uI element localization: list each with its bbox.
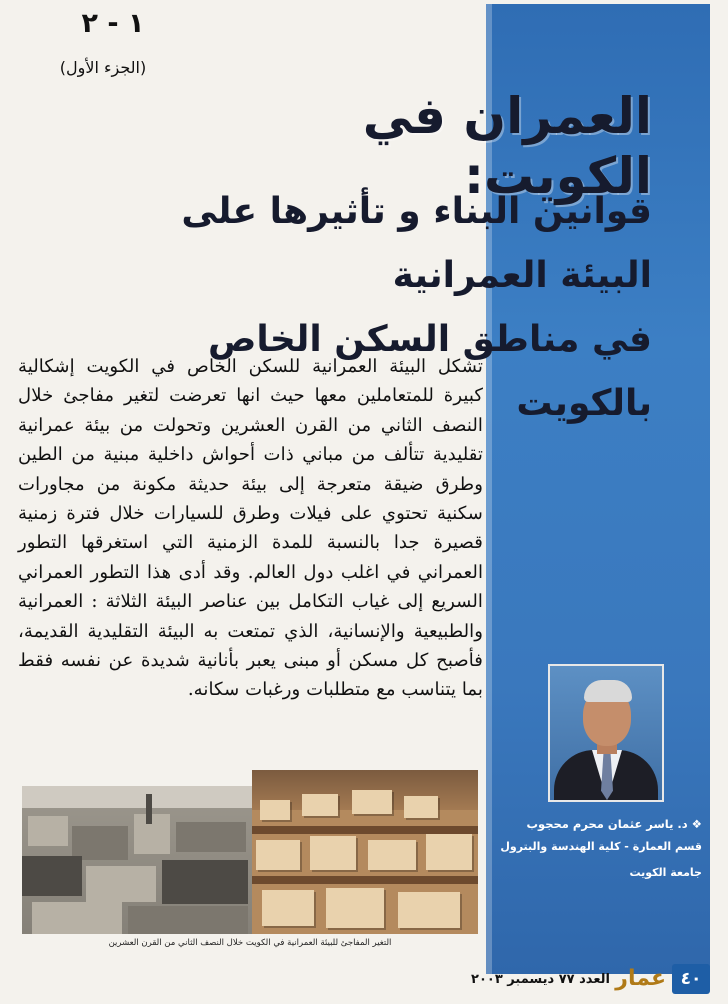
- issue-info: العدد ٧٧ ديسمبر ٢٠٠٣: [471, 972, 610, 987]
- photo-building: [128, 906, 248, 934]
- photo-building: [86, 866, 156, 902]
- author-block: [492, 814, 702, 886]
- modern-city-photo: [252, 770, 478, 934]
- part-label: (الجزء الأول): [59, 58, 147, 77]
- part-number: ١ - ٢: [81, 8, 145, 39]
- portrait-hair: [584, 680, 632, 702]
- photo-building: [22, 856, 82, 896]
- author-department: قسم العمارة - كلية الهندسة والبترول: [500, 840, 702, 853]
- author-name: ❖ د. ياسر عثمان محرم محجوب: [526, 817, 702, 831]
- photo-villa: [404, 796, 438, 818]
- photo-building: [134, 814, 170, 854]
- subtitle-line-2: في مناطق السكن الخاص بالكويت: [207, 319, 652, 424]
- photo-villa: [426, 834, 472, 870]
- photo-villa: [302, 794, 338, 816]
- photo-building: [28, 816, 68, 846]
- article-body: تشكل البيئة العمرانية للسكن الخاص في الكويت إشكالية كبيرة للمتعاملين معها حيث انها تعرضت لتغير مفاجئ خلال النصف الثاني من القرن العشرين وتحولت من بيئة عمرانية تقليدية تتألف من مباني ذات أحواش داخلية مبنية من الطين وطرق ضيقة متعرجة إلى بيئة حديثة مكونة من مجاورات سكنية تحتوي على فيلات وطرق للسيارات خلال فترة زمنية قصيرة جدا بالنسبة للمدة الزمنية التي استغرقها التطور العمراني في اغلب دول العالم. وقد أدى هذا التطور العمراني السريع إلى غياب التكامل بين عناصر البيئة الثلاثة : العمرانية والطبيعية والإنسانية، الذي تمتعت به البيئة التقليدية القديمة، فأصبح كل مسكن أو مبنى يعبر بأنانية شديدة عن نفسه فقط بما يتناسب مع متطلبات ورغبات سكانه.: [18, 356, 483, 701]
- page-number: ٤٠: [672, 964, 710, 994]
- photo-street: [252, 826, 478, 834]
- photo-building: [162, 860, 248, 904]
- photo-sky: [22, 786, 252, 808]
- old-city-photo: [22, 786, 252, 934]
- photo-building: [72, 826, 128, 860]
- page-footer: [471, 964, 710, 998]
- photo-street: [252, 876, 478, 884]
- magazine-logo: عمار: [615, 966, 666, 991]
- photo-villa: [352, 790, 392, 814]
- author-university: جامعة الكويت: [629, 866, 702, 879]
- photo-villa: [256, 840, 300, 870]
- subtitle-line-1: قوانين البناء و تأثيرها على البيئة العمرانية: [181, 191, 652, 296]
- photo-minaret: [146, 794, 152, 824]
- article-title: العمران في الكويت:: [362, 87, 652, 205]
- photo-building: [32, 902, 122, 934]
- photo-villa: [398, 892, 460, 928]
- photo-villa: [262, 890, 314, 926]
- photo-building: [176, 822, 246, 852]
- author-portrait: [548, 664, 664, 802]
- figure-caption: التغير المفاجئ للبيئة العمرانية في الكويت خلال النصف الثاني من القرن العشرين: [108, 938, 392, 948]
- photo-villa: [260, 800, 290, 820]
- photo-villa: [310, 836, 356, 870]
- photo-villa: [326, 888, 384, 928]
- photo-villa: [368, 840, 416, 870]
